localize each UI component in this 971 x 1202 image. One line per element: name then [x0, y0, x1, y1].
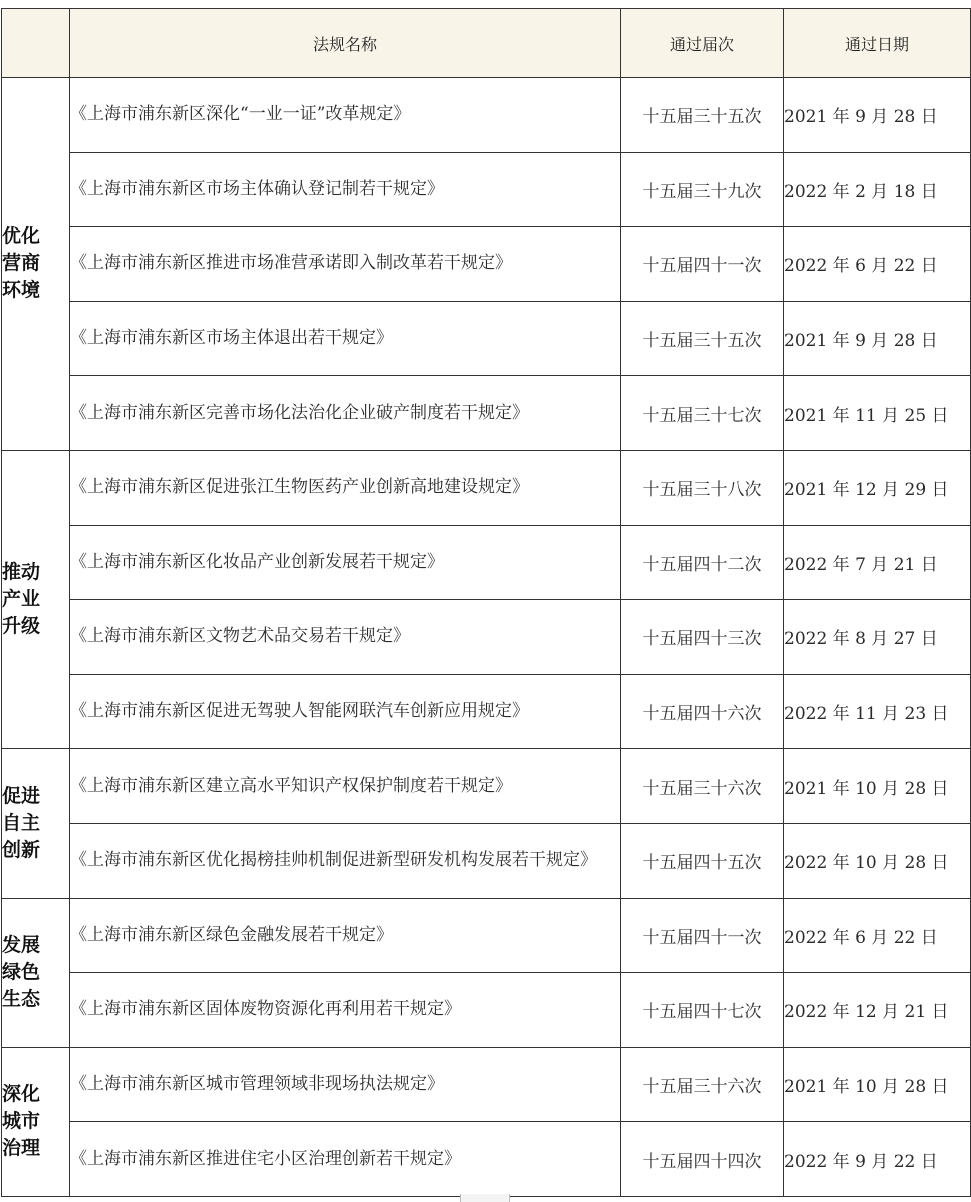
law-session: 十五届四十三次	[621, 600, 784, 675]
header-category	[2, 9, 70, 78]
law-session: 十五届四十五次	[621, 823, 784, 898]
table-row	[2, 152, 971, 227]
header-name: 法规名称	[70, 9, 621, 78]
table-row	[2, 450, 971, 525]
law-name: 《上海市浦东新区化妆品产业创新发展若干规定》	[70, 525, 621, 600]
law-date: 2022 年 7 月 21 日	[784, 525, 971, 600]
law-session: 十五届三十五次	[621, 301, 784, 376]
law-name: 《上海市浦东新区推进住宅小区治理创新若干规定》	[70, 1122, 621, 1197]
law-session: 十五届三十六次	[621, 749, 784, 824]
law-session: 十五届四十一次	[621, 227, 784, 302]
table-row	[2, 674, 971, 749]
law-session: 十五届三十八次	[621, 450, 784, 525]
law-name: 《上海市浦东新区促进无驾驶人智能网联汽车创新应用规定》	[70, 674, 621, 749]
law-session: 十五届三十九次	[621, 152, 784, 227]
table-row	[2, 823, 971, 898]
law-name: 《上海市浦东新区建立高水平知识产权保护制度若干规定》	[70, 749, 621, 824]
category-cell: 推动产业升级	[2, 450, 70, 748]
law-date: 2021 年 11 月 25 日	[784, 376, 971, 451]
law-name: 《上海市浦东新区文物艺术品交易若干规定》	[70, 600, 621, 675]
law-date: 2022 年 11 月 23 日	[784, 674, 971, 749]
table-row	[2, 600, 971, 675]
law-session: 十五届四十四次	[621, 1122, 784, 1197]
law-name: 《上海市浦东新区城市管理领域非现场执法规定》	[70, 1047, 621, 1122]
category-cell: 深化城市治理	[2, 1047, 70, 1196]
table-row	[2, 376, 971, 451]
header-session: 通过届次	[621, 9, 784, 78]
law-name: 《上海市浦东新区市场主体确认登记制若干规定》	[70, 152, 621, 227]
table-row	[2, 301, 971, 376]
law-session: 十五届三十六次	[621, 1047, 784, 1122]
law-date: 2021 年 9 月 28 日	[784, 78, 971, 153]
law-date: 2022 年 6 月 22 日	[784, 898, 971, 973]
page-edge-mark	[460, 1194, 510, 1202]
header-date: 通过日期	[784, 9, 971, 78]
table-row	[2, 525, 971, 600]
law-date: 2021 年 12 月 29 日	[784, 450, 971, 525]
category-cell: 优化营商环境	[2, 78, 70, 451]
category-cell: 发展绿色生态	[2, 898, 70, 1047]
table-row	[2, 1047, 971, 1122]
law-name: 《上海市浦东新区完善市场化法治化企业破产制度若干规定》	[70, 376, 621, 451]
law-session: 十五届三十五次	[621, 78, 784, 153]
law-date: 2022 年 12 月 21 日	[784, 973, 971, 1048]
law-date: 2021 年 10 月 28 日	[784, 1047, 971, 1122]
law-name: 《上海市浦东新区深化“一业一证”改革规定》	[70, 78, 621, 153]
law-date: 2022 年 10 月 28 日	[784, 823, 971, 898]
law-name: 《上海市浦东新区促进张江生物医药产业创新高地建设规定》	[70, 450, 621, 525]
law-date: 2022 年 6 月 22 日	[784, 227, 971, 302]
table-row	[2, 898, 971, 973]
table-row	[2, 1122, 971, 1197]
law-date: 2022 年 9 月 22 日	[784, 1122, 971, 1197]
law-session: 十五届四十二次	[621, 525, 784, 600]
table-row	[2, 973, 971, 1048]
category-cell: 促进自主创新	[2, 749, 70, 898]
law-name: 《上海市浦东新区固体废物资源化再利用若干规定》	[70, 973, 621, 1048]
law-name: 《上海市浦东新区市场主体退出若干规定》	[70, 301, 621, 376]
table-row	[2, 227, 971, 302]
table-header-row	[2, 9, 971, 78]
law-date: 2022 年 8 月 27 日	[784, 600, 971, 675]
law-date: 2021 年 9 月 28 日	[784, 301, 971, 376]
law-name: 《上海市浦东新区优化揭榜挂帅机制促进新型研发机构发展若干规定》	[70, 823, 621, 898]
law-session: 十五届三十七次	[621, 376, 784, 451]
law-date: 2022 年 2 月 18 日	[784, 152, 971, 227]
law-date: 2021 年 10 月 28 日	[784, 749, 971, 824]
table-row	[2, 78, 971, 153]
law-session: 十五届四十七次	[621, 973, 784, 1048]
table-row	[2, 749, 971, 824]
law-session: 十五届四十一次	[621, 898, 784, 973]
law-name: 《上海市浦东新区绿色金融发展若干规定》	[70, 898, 621, 973]
regulations-table	[1, 8, 971, 1197]
law-session: 十五届四十六次	[621, 674, 784, 749]
law-name: 《上海市浦东新区推进市场准营承诺即入制改革若干规定》	[70, 227, 621, 302]
